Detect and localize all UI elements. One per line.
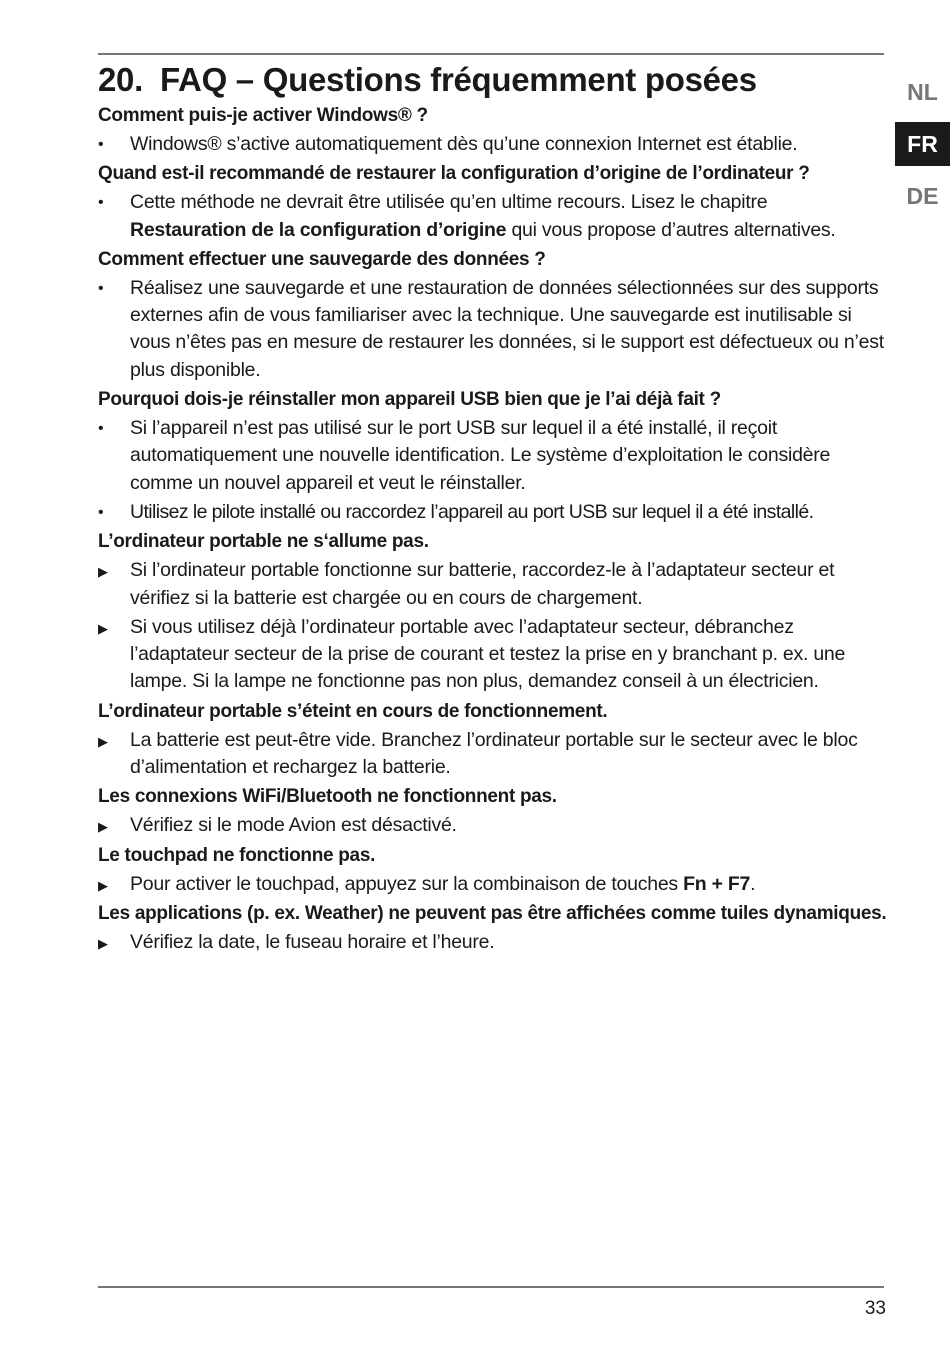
- lang-tab-fr[interactable]: FR: [895, 122, 950, 166]
- faq-answer: [98, 499, 888, 526]
- bottom-rule: [98, 1286, 884, 1288]
- answer-text: Utilisez le pilote installé ou raccordez l’appareil au port USB sur lequel il a été installé.: [130, 500, 814, 523]
- answer-text: Vérifiez la date, le fuseau horaire et l’heure.: [130, 930, 495, 953]
- answer-text: Si vous utilisez déjà l’ordinateur portable avec l’adaptateur secteur, débranchez l’adaptateur secteur de la prise de courant et testez la prise en y branchant p. ex. une lampe. Si la lampe ne fonctionne pas non plus, demandez conseil à un électricien.: [130, 615, 846, 693]
- chapter-title: FAQ – Questions fréquemment posées: [160, 61, 757, 98]
- answer-text: Windows® s’active automatiquement dès qu’une connexion Internet est établie.: [130, 133, 798, 155]
- answer-text: Réalisez une sauvegarde et une restauration de données sélectionnées sur des supports externes afin de vous familiariser avec la technique. Une sauvegarde est inutilisable si vous n’êtes pas en mesure de restaurer les données, si le support est défectueux ou n’est plus disponible.: [130, 276, 884, 381]
- faq-answer: [98, 189, 888, 244]
- arrow-right-icon: ▶: [98, 620, 108, 636]
- faq-question: L’ordinateur portable s’éteint en cours de fonctionnement.: [98, 700, 608, 722]
- arrow-right-icon: ▶: [98, 935, 108, 951]
- faq-answer: [98, 812, 888, 839]
- answer-text: Pour activer le touchpad, appuyez sur la combinaison de touches: [130, 872, 684, 895]
- faq-answer: [98, 557, 888, 612]
- faq-answer: [98, 727, 888, 782]
- answer-text: Si l’appareil n’est pas utilisé sur le port USB sur lequel il a été installé, il reçoit automatiquement une nouvelle identification. Le système d’exploitation le considère comme un nouvel appareil et veut le réinstaller.: [130, 417, 831, 494]
- arrow-right-icon: ▶: [98, 564, 108, 580]
- bullet-dot-icon: •: [98, 279, 104, 297]
- answer-text: qui vous propose d’autres alternatives.: [506, 218, 836, 241]
- bullet-dot-icon: •: [98, 136, 104, 153]
- lang-tab-de[interactable]: DE: [906, 183, 939, 209]
- faq-answer: [98, 614, 888, 696]
- page-number: 33: [864, 1298, 886, 1319]
- language-tabs: [895, 70, 950, 226]
- faq-question: Comment effectuer une sauvegarde des données ?: [98, 248, 546, 270]
- faq-answer: [98, 929, 888, 956]
- answer-text: Si l’ordinateur portable fonctionne sur batterie, raccordez-le à l’adaptateur secteur et vérifiez si la batterie est chargée ou en cours de chargement.: [130, 559, 835, 609]
- faq-question: Pourquoi dois-je réinstaller mon appareil USB bien que je l’ai déjà fait ?: [98, 389, 721, 411]
- faq-answer: [98, 415, 888, 497]
- faq-question: Le touchpad ne fonctionne pas.: [98, 844, 376, 866]
- top-rule: [98, 53, 884, 55]
- arrow-right-icon: ▶: [98, 877, 108, 893]
- faq-question: Comment puis-je activer Windows® ?: [98, 105, 428, 126]
- bullet-dot-icon: •: [98, 420, 104, 438]
- faq-answer: [98, 131, 888, 158]
- faq-question: Les applications (p. ex. Weather) ne peuvent pas être affichées comme tuiles dynamiques.: [98, 902, 887, 924]
- page-content: [98, 58, 888, 958]
- answer-text: .: [750, 872, 756, 895]
- bullet-dot-icon: •: [98, 503, 104, 521]
- answer-text: La batterie est peut-être vide. Branchez l’ordinateur portable sur le secteur avec le bloc d’alimentation et rechargez la batterie.: [130, 728, 858, 779]
- chapter-number: 20.: [98, 61, 143, 98]
- faq-answer: [98, 871, 888, 898]
- answer-text: Cette méthode ne devrait être utilisée qu’en ultime recours. Lisez le chapitre: [130, 191, 768, 214]
- faq-question: Les connexions WiFi/Bluetooth ne fonctionnent pas.: [98, 786, 557, 808]
- page-title: [98, 58, 888, 102]
- lang-tab-nl[interactable]: NL: [907, 79, 938, 105]
- bullet-dot-icon: •: [98, 194, 104, 212]
- arrow-right-icon: ▶: [98, 819, 108, 835]
- answer-text: Vérifiez si le mode Avion est désactivé.: [130, 814, 457, 837]
- faq-answer: [98, 275, 888, 384]
- chapter-reference: Restauration de la configuration d’origine: [130, 218, 507, 241]
- key-combination: Fn + F7: [683, 872, 751, 895]
- faq-question: L’ordinateur portable ne s‘allume pas.: [98, 531, 429, 553]
- faq-question: Quand est-il recommandé de restaurer la configuration d’origine de l’ordinateur ?: [98, 163, 810, 185]
- arrow-right-icon: ▶: [98, 733, 108, 749]
